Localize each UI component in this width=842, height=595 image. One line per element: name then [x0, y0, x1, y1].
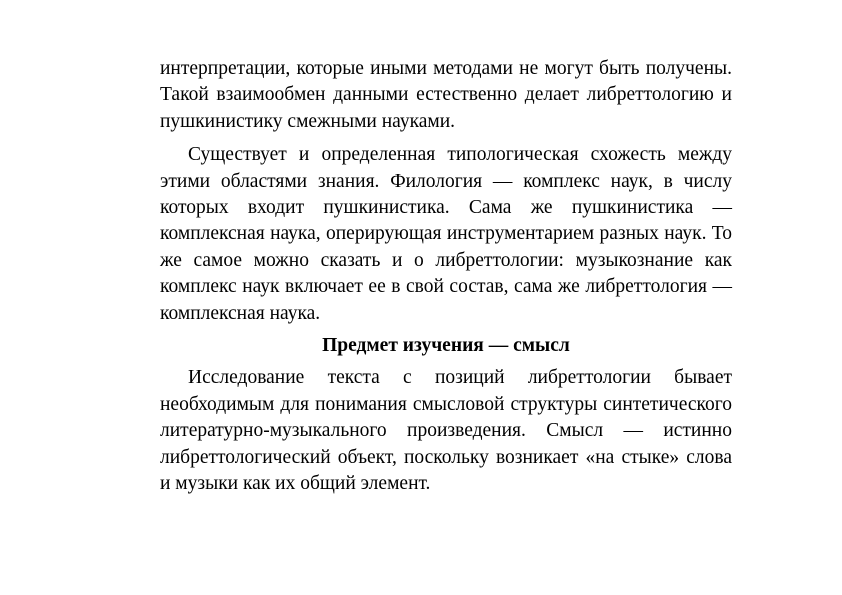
- section-heading: Предмет изучения — смысл: [322, 335, 570, 357]
- text-block: [160, 56, 732, 498]
- paragraph-continuation: интерпретации, которые иными методами не могут быть получены. Такой взаимообмен данными естественно делает либреттологию и пушкинистику смежными науками.: [160, 58, 732, 132]
- paragraph-meaning: Исследование текста с позиций либреттологии бывает необходимым для понимания смысловой структуры синтетического литературно-музыкального произведения. Смысл — истинно либреттологический объект, поскольку возникает «на стыке» слова и музыки как их общий элемент.: [160, 367, 732, 495]
- paragraph-typology: Существует и определенная типологическая схожесть между этими областями знания. Филология — комплекс наук, в числу которых входит пушкинистика. Сама же пушкинистика — комплексная наука, оперирующая инструментарием разных наук. То же самое можно сказать и о либреттологии: музыкознание как комплекс наук включает ее в свой состав, сама же либреттология — комплексная наука.: [160, 144, 732, 324]
